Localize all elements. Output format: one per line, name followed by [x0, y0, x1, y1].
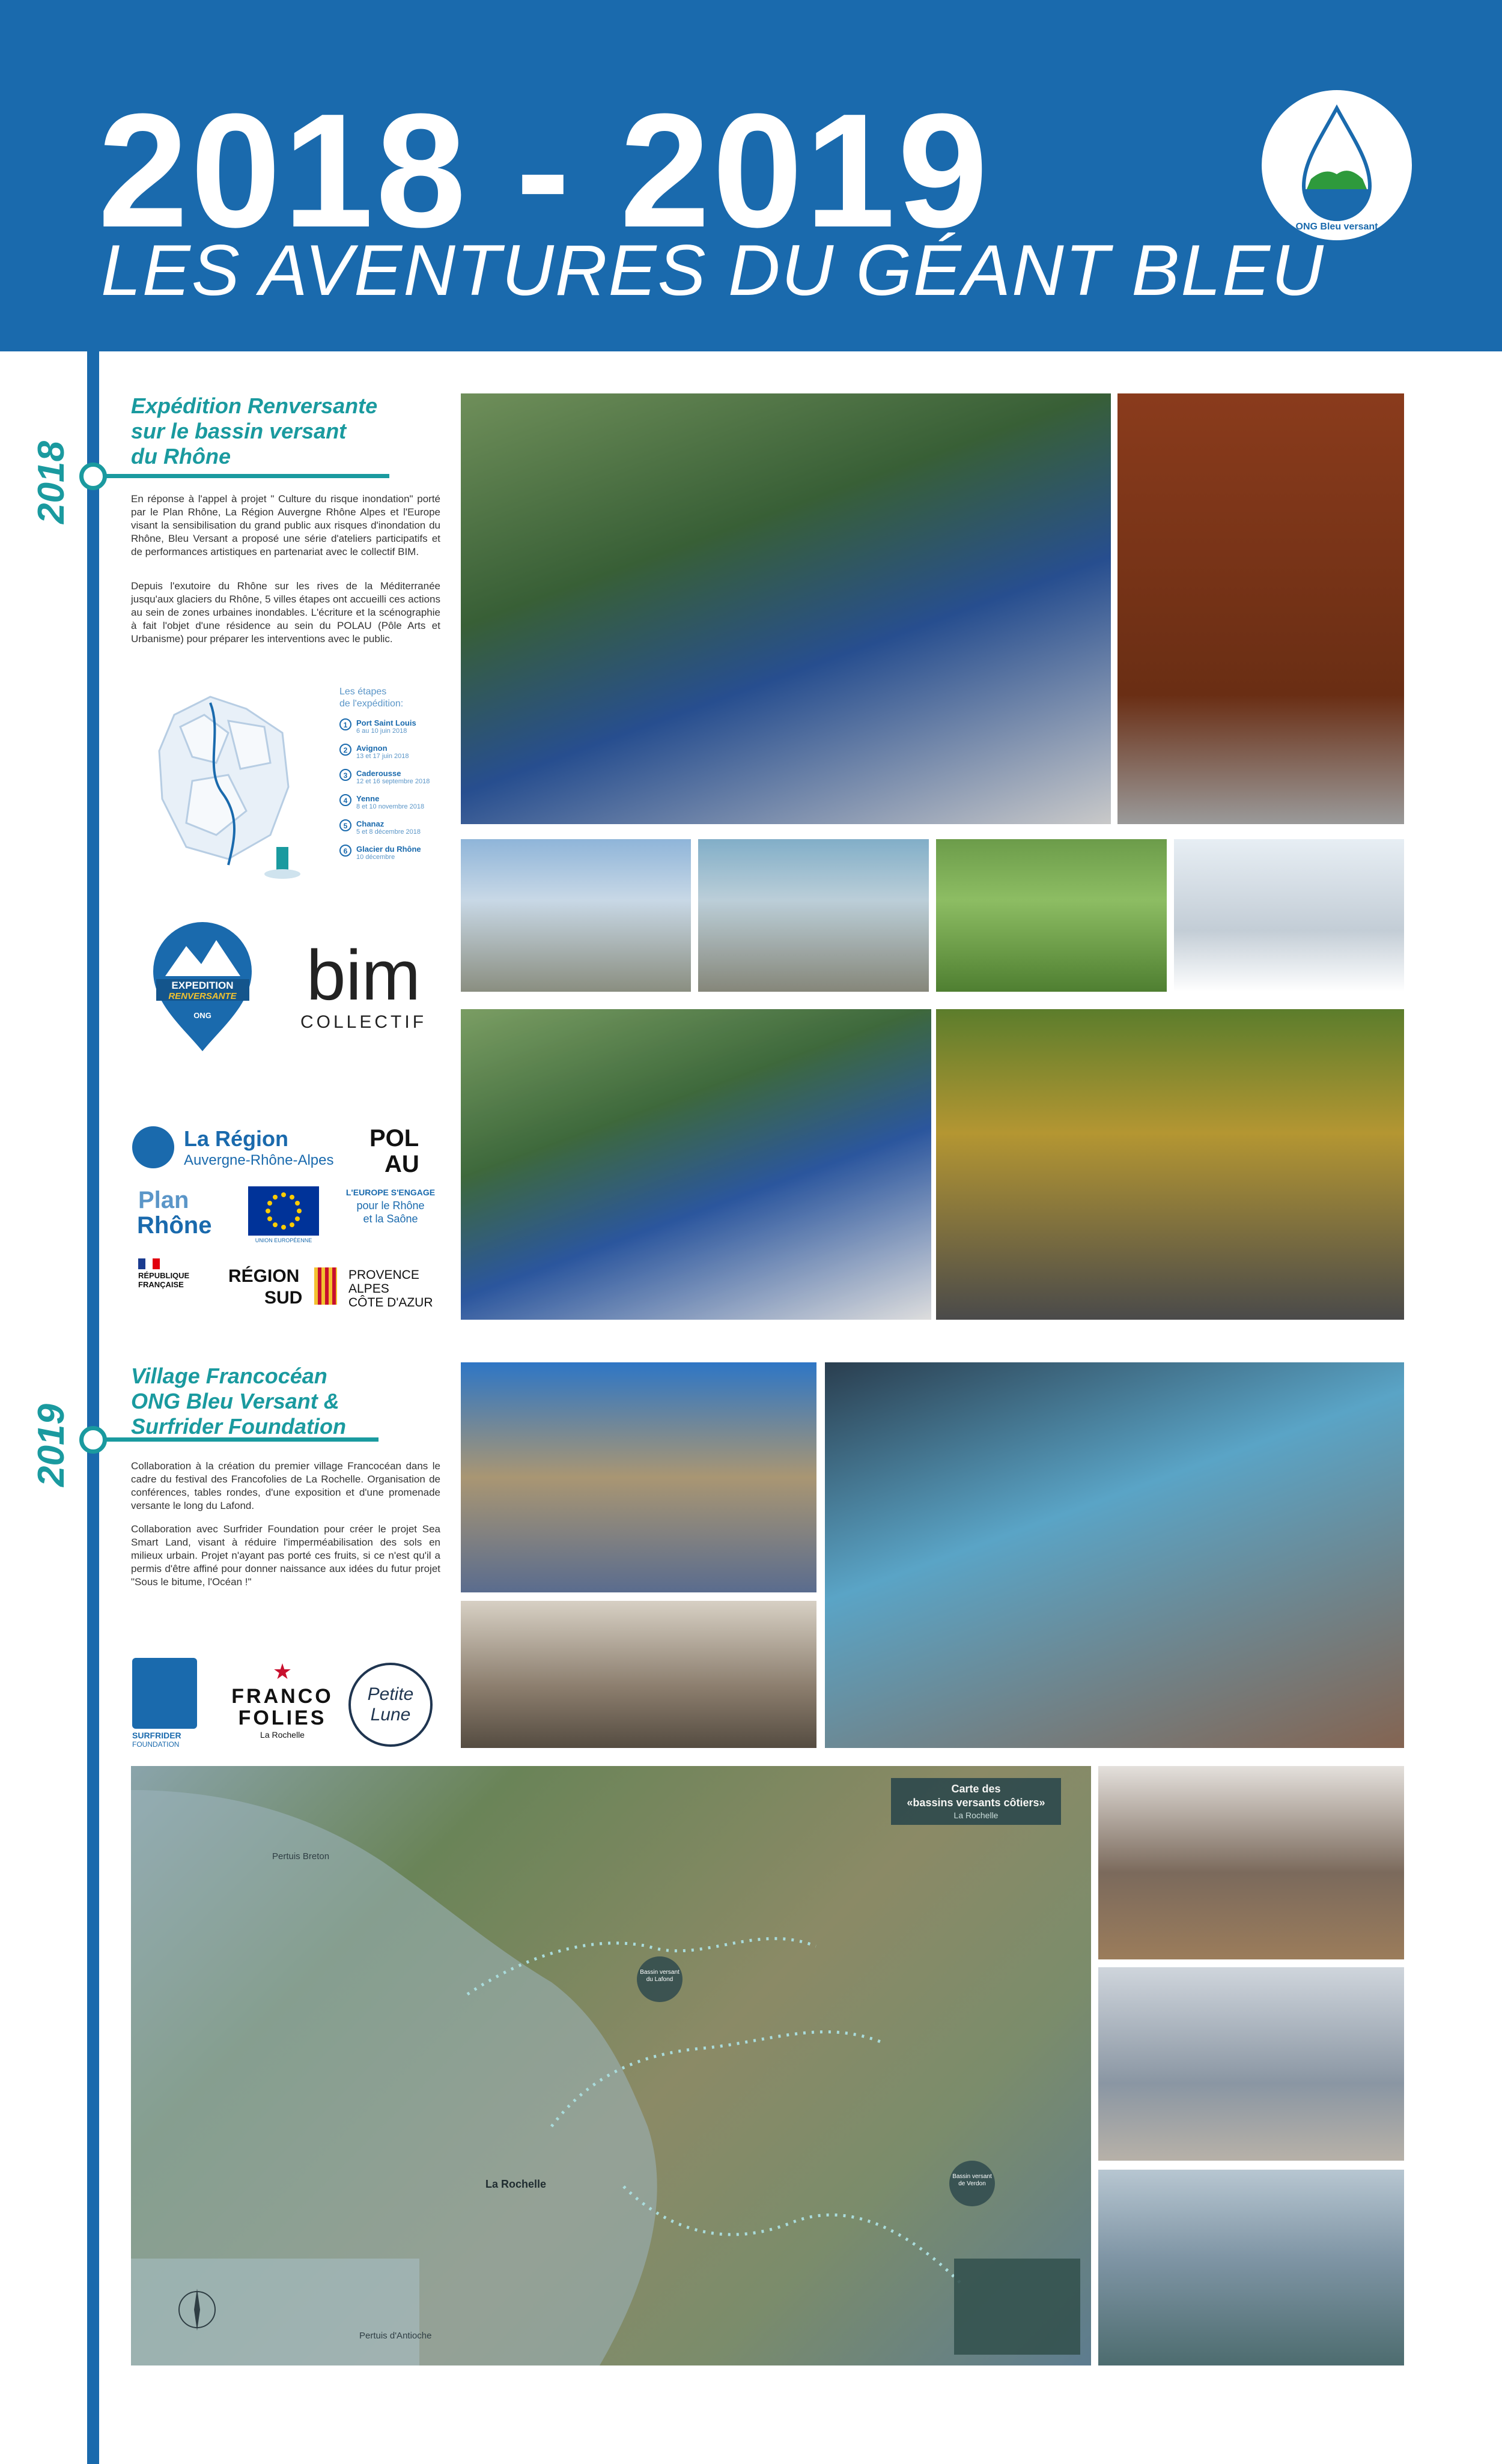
step-item: [339, 845, 448, 861]
step-date: 6 au 10 juin 2018: [356, 727, 407, 735]
surfrider-logo: [132, 1658, 197, 1748]
polau-logo-line: POL: [369, 1125, 419, 1152]
step-date: 12 et 16 septembre 2018: [356, 778, 430, 785]
timeline-dot-2018: [79, 463, 107, 490]
photo-glacier-snow: [1174, 839, 1404, 992]
step-date: 10 décembre: [356, 854, 395, 861]
bim-collectif-logo: [297, 936, 430, 1032]
francofolies-line: FOLIES: [238, 1707, 327, 1729]
region-sud-line: SUD: [264, 1288, 303, 1308]
francofolies-line: La Rochelle: [260, 1730, 305, 1740]
eu-label: UNION EUROPÉENNE: [255, 1237, 312, 1243]
step-item: [339, 819, 448, 836]
europe-engage-logo: [342, 1188, 439, 1224]
step-name: Glacier du Rhône: [356, 845, 421, 854]
step-name: Avignon: [356, 744, 388, 753]
region-sud-flag-icon: [314, 1267, 337, 1305]
map-label-pertuis-breton: Pertuis Breton: [272, 1851, 330, 1862]
rf-line: FRANÇAISE: [138, 1280, 184, 1289]
map-label-bassin-verdon: Bassin versant de Verdon: [952, 2173, 992, 2187]
plan-rhone-logo-line: Rhône: [137, 1212, 212, 1239]
map-legend-line: Carte des: [951, 1783, 1001, 1795]
francofolies-line: FRANCO: [231, 1685, 333, 1708]
map-label-bassin-lafond: Bassin versant du Lafond: [640, 1969, 680, 1983]
timeline-connector-2018: [102, 474, 389, 478]
section-2018-title: [131, 393, 407, 469]
paca-line: PROVENCE: [348, 1268, 419, 1282]
section-2018-paragraph-1: En réponse à l'appel à projet " Culture du risque inondation" porté par le Plan Rhône, La Région Auvergne Rhône Alpes et l'Europe visant la sensibilisation du grand public aux risques d'inondation du Rhône, Bleu Versant a proposé une série d'ateliers participatifs et de performances artistiques en partenariat avec le collectif BIM.: [131, 493, 440, 557]
photo-lookout-platform: [936, 839, 1167, 992]
water-drop-icon: [1262, 90, 1412, 240]
step-date: 5 et 8 décembre 2018: [356, 828, 421, 836]
step-date: 8 et 10 novembre 2018: [356, 803, 425, 810]
step-number: 4: [339, 794, 351, 806]
photo-conference-room: [461, 1601, 816, 1748]
map-legend-line: «bassins versants côtiers»: [907, 1797, 1045, 1809]
expedition-renversante-badge: [150, 919, 255, 1054]
photo-speaker-mural: [825, 1362, 1404, 1748]
section-2019-title: [131, 1364, 407, 1439]
europe-engage-line: pour le Rhône: [356, 1200, 425, 1212]
paca-line: ALPES: [348, 1282, 389, 1296]
step-number: 2: [339, 744, 351, 756]
plan-rhone-logo-line: Plan: [138, 1187, 189, 1213]
francofolies-logo: [228, 1661, 336, 1739]
steps-title: de l'expédition:: [339, 699, 404, 709]
surfrider-wave-icon: [132, 1658, 197, 1729]
step-item: [339, 769, 448, 786]
step-number: 5: [339, 819, 351, 831]
expedition-steps: [339, 686, 448, 861]
surfrider-line: FOUNDATION: [132, 1740, 180, 1749]
region-aura-icon: [132, 1126, 174, 1168]
map-label-pertuis-antioche: Pertuis d'Antioche: [359, 2331, 432, 2341]
bim-logo-main: bim: [306, 936, 421, 1015]
photo-rust-wall-performance: [1117, 393, 1404, 824]
logo-caption: ONG Bleu versant: [1295, 222, 1378, 232]
photo-dancers-under-tree: [936, 1009, 1404, 1320]
surfrider-line: SURFRIDER: [132, 1731, 181, 1740]
badge-line: EXPEDITION: [171, 980, 234, 991]
section-2018-title-line: sur le bassin versant: [131, 419, 347, 443]
page-title: 2018 - 2019: [98, 80, 991, 261]
timeline-dot-2019: [79, 1426, 107, 1454]
europe-engage-line: L'EUROPE S'ENGAGE: [345, 1188, 436, 1197]
petite-lune-line: Lune: [370, 1705, 411, 1725]
section-2019-paragraph-1: Collaboration à la création du premier village Francocéan dans le cadre du festival des Francofolies de La Rochelle. Organisation de conférences, tables rondes, d'une exposition et d'une promenade versante le long du Lafond.: [131, 1460, 440, 1511]
ong-bleu-versant-logo: [1262, 90, 1412, 240]
region-aura-logo-name: La Région: [184, 1126, 289, 1151]
photo-paddle-boarders: [1098, 2170, 1404, 2365]
photo-giant-performance: [461, 393, 1111, 824]
step-number: 6: [339, 845, 351, 857]
badge-line: ONG: [193, 1011, 211, 1020]
section-2019-title-line: Surfrider Foundation: [131, 1414, 346, 1439]
step-name: Chanaz: [356, 819, 385, 828]
bim-logo-sub: COLLECTIF: [300, 1012, 427, 1032]
page-subtitle: LES AVENTURES DU GÉANT BLEU: [101, 230, 1325, 311]
paca-line: CÔTE D'AZUR: [348, 1296, 433, 1309]
year-2018-label: 2018: [31, 441, 72, 524]
section-2018-title-line: Expédition Renversante: [131, 393, 378, 418]
eu-flag-icon: [248, 1186, 319, 1236]
republique-francaise-logo: [138, 1258, 204, 1288]
europe-engage-line: et la Saône: [363, 1213, 418, 1225]
section-2019-paragraph-2: Collaboration avec Surfrider Foundation pour créer le projet Sea Smart Land, visant à réduire l'imperméabilisation des sols en milieux urbain. Projet n'ayant pas porté ces fruits, si ce n'est qu'il a permis d'être affiné pour donner naissance aux idées du futur projet "Sous le bitume, l'Océan !": [131, 1523, 440, 1588]
section-2018-paragraph-2: Depuis l'exutoire du Rhône sur les rives de la Méditerranée jusqu'aux glaciers du Rhône, 5 villes étapes ont accueilli ces actions au sein de zones urbaines inondables. L'écriture et la scénographie à fait l'objet d'une résidence au sein du POLAU (Pôle Arts et Urbanisme) pour préparer les interventions avec le public.: [131, 580, 440, 645]
petite-lune-line: Petite: [367, 1684, 414, 1704]
map-bassins-versants: [131, 1766, 1091, 2365]
region-sud-line: RÉGION: [228, 1266, 300, 1286]
photo-riverbank: [698, 839, 929, 992]
photo-port-saint-louis: [461, 839, 691, 992]
region-aura-logo-sub: Auvergne-Rhône-Alpes: [184, 1152, 334, 1168]
step-date: 13 et 17 juin 2018: [356, 753, 409, 760]
section-2019-title-line: Village Francocéan: [131, 1364, 327, 1388]
step-number: 3: [339, 769, 351, 781]
photo-festival-visitors: [1098, 1766, 1404, 1959]
step-name: Yenne: [356, 794, 380, 803]
step-item: [339, 718, 448, 735]
steps-title: Les étapes: [339, 687, 387, 697]
map-legend-box: [891, 1778, 1061, 1825]
step-number: 1: [339, 718, 351, 730]
map-logo-panel: [954, 2259, 1080, 2355]
badge-line: RENVERSANTE: [168, 991, 237, 1001]
step-name: Port Saint Louis: [356, 718, 416, 727]
french-flag-icon: [138, 1258, 160, 1269]
polau-logo-line: AU: [385, 1151, 419, 1177]
section-2018-title-line: du Rhône: [131, 444, 231, 469]
expedition-route-illustration: [138, 679, 318, 883]
step-name: Caderousse: [356, 769, 401, 778]
photo-children-workshop: [461, 1009, 931, 1320]
map-legend-line: La Rochelle: [953, 1810, 999, 1820]
photo-exhibition-map: [1098, 1967, 1404, 2161]
step-item: [339, 794, 448, 811]
paca-logo: [348, 1269, 433, 1309]
star-icon: ★: [272, 1659, 293, 1684]
section-2019-title-line: ONG Bleu Versant &: [131, 1389, 339, 1413]
map-label-la-rochelle: La Rochelle: [485, 2178, 547, 2190]
step-item: [339, 744, 448, 760]
rf-line: RÉPUBLIQUE: [138, 1271, 190, 1280]
timeline-bar: [87, 351, 99, 2464]
petite-lune-logo: [348, 1663, 433, 1747]
photo-la-rochelle-tower: [461, 1362, 816, 1592]
year-2019-label: 2019: [31, 1404, 72, 1487]
